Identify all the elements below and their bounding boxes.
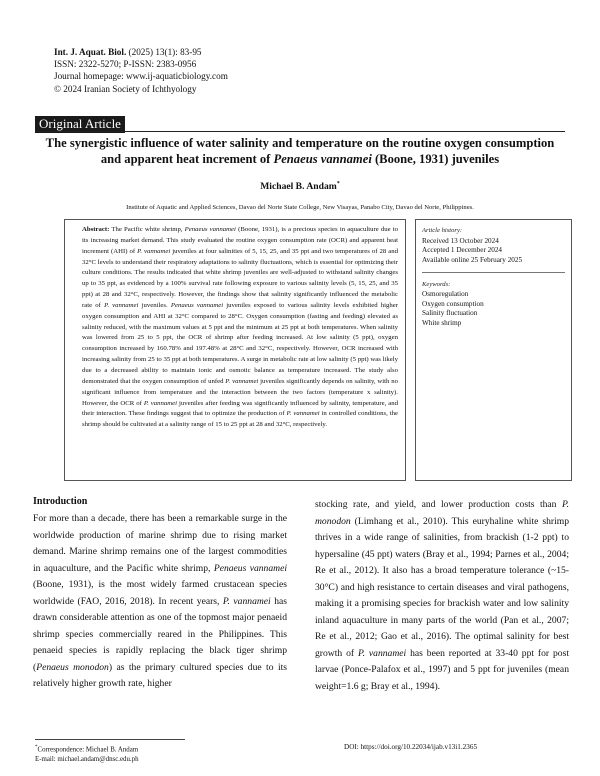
abstract-text: The Pacific white shrimp, Penaeus vannamei (Boone, 1931), is a precious species in aquaculture due to its increasing market demand. This study evaluated the routine oxygen consumption rate (OCR) and apparent heat increment (AHI) of P. vannamei juveniles at four salinities of 5, 15, 25, and 35 ppt and two temperatures of 28 and 32°C levels to understand their respiratory adaptations to salinity fluctuations, which is essential for optimizing their culture conditions. The results indicated that white shrimp juveniles are well-adjusted to withstand salinity changes up to 35 ppt, as evidenced by a 100% survival rate following exposure to various salinity levels (5, 15, 25, and 35 ppt) at 28 and 32°C, respectively. However, the findings show that salinity significantly influenced the metabolic rate of P. vannamei juveniles. Penaeus vannamei juveniles exposed to various salinity levels exhibited higher oxygen consumption and AHI at 32°C compared to 28°C. Oxygen consumption (fasting and feeding) elevated as salinity reduced, with the maximum values at 5 ppt and the minimum at 25 ppt at both temperatures. When salinity was lowered from 25 to 5 ppt, the OCR of shrimp after feeding increased. At low salinity (5 ppt), oxygen consumption increased by 160.78% and 197.48% at 28°C and 32°C, respectively. However, OCR increased with increasing salinity from 25 to 35 ppt at both temperatures. A surge in metabolic rate at low salinity (5 ppt) was likely due to a decreased ability to maintain ionic and osmotic balance as temperature increased. The study also demonstrated that the oxygen consumption of unfed P. vannamei juveniles significantly depends on salinity, with no significant influence from temperature and the interaction between the two factors (temperature x salinity). However, the OCR of P. vannamei juveniles after feeding was significantly influenced by salinity, temperature, and their interaction. These findings suggest that to optimize the production of P. vannamei in controlled conditions, the shrimp should be cultivated at a salinity range of 15 to 25 ppt at 28 and 32°C, respectively.	[82, 226, 399, 429]
footnote	[35, 743, 139, 764]
intro-paragraph-right: stocking rate, and yield, and lower production costs than P. monodon (Limhang et al., 2010). This euryhaline white shrimp thrives in a wide range of salinities, from brackish (1-2 ppt) to hypersaline (45 ppt) waters (Bray et al., 1994; Parnes et al., 2004; Re et al., 2012). It also has a broad temperature tolerance (~15-30°C) and high resistance to certain diseases and viral pathogens, making it a promising species for brackish water and low salinity inland aquaculture in many parts of the world (Pan et al., 2007; Re et al., 2012; Gao et al., 2016). The optimal salinity for best growth of P. vannamei has been reported at 33-40 ppt for post larvae (Ponce-Palafox et al., 1997) and 5 ppt for juveniles (mean weight=1.6 g; Bray et al., 1994).	[315, 499, 570, 693]
article-info-box	[415, 219, 572, 481]
abstract-box	[64, 219, 406, 481]
abstract-paragraph: Abstract: The Pacific white shrimp, Penaeus vannamei (Boone, 1931), is a precious species in aquaculture due to its increasing market demand. This study evaluated the routine oxygen consumption rate (OCR) and apparent heat increment (AHI) of P. vannamei juveniles at four salinities of 5, 15, 25, and 35 ppt and two temperatures of 28 and 32°C levels to understand their respiratory adaptations to salinity fluctuations, which is essential for optimizing their culture conditions. The results indicated that white shrimp juveniles are well-adjusted to withstand salinity changes up to 35 ppt, as evidenced by a 100% survival rate following exposure to various salinity levels (5, 15, 25, and 35 ppt) at 28 and 32°C, respectively. However, the findings show that salinity significantly influenced the metabolic rate of P. vannamei juveniles. Penaeus vannamei juveniles exposed to various salinity levels exhibited higher oxygen consumption and AHI at 32°C compared to 28°C. Oxygen consumption (fasting and feeding) elevated as salinity reduced, with the maximum values at 5 ppt and the minimum at 25 ppt at both temperatures. When salinity was lowered from 25 to 5 ppt, the OCR of shrimp after feeding increased. At low salinity (5 ppt), oxygen consumption increased by 160.78% and 197.48% at 28°C and 32°C, respectively. However, OCR increased with increasing salinity from 25 to 35 ppt at both temperatures. A surge in metabolic rate at low salinity (5 ppt) was likely due to a decreased ability to maintain ionic and osmotic balance as temperature increased. The study also demonstrated that the oxygen consumption of unfed P. vannamei juveniles significantly depends on salinity, with no significant influence from temperature and the interaction between the two factors (temperature x salinity). However, the OCR of P. vannamei juveniles after feeding was significantly influenced by salinity, temperature, and their interaction. These findings suggest that to optimize the production of P. vannamei in controlled conditions, the shrimp should be cultivated at a salinity range of 15 to 25 ppt at 28 and 32°C, respectively.	[82, 226, 399, 429]
journal-homepage[interactable]: Journal homepage: www.ij-aquaticbiology.com	[54, 71, 228, 82]
keyword-item: Oxygen consumption	[422, 299, 484, 308]
journal-issn: ISSN: 2322-5270; P-ISSN: 2383-0956	[54, 59, 197, 70]
keyword-item: White shrimp	[422, 318, 462, 327]
keyword-item: Osmoregulation	[422, 289, 469, 298]
journal-copyright: © 2024 Iranian Society of Ichthyology	[54, 83, 197, 94]
article-history-label: Article history:	[422, 227, 463, 234]
doi-link[interactable]: DOI: https://doi.org/10.22034/ijab.v13i1.2365	[344, 743, 478, 751]
keywords-label: Keywords:	[422, 281, 451, 289]
correspondence-line: *Correspondence: Michael B. Andam	[35, 745, 139, 754]
received-date: Received 13 October 2024	[422, 236, 499, 245]
info-divider	[422, 272, 565, 273]
author-affiliation: Institute of Aquatic and Applied Sciences, Davao del Norte State College, New Visayas, Panabo City, Davao del Norte, Philippines.	[126, 204, 474, 211]
intro-right-column	[315, 497, 569, 696]
author-name: Michael B. Andam*	[260, 181, 340, 193]
intro-left-column	[33, 495, 287, 693]
intro-paragraph-left: For more than a decade, there has been a remarkable surge in the worldwide production of marine shrimp due to rising market demand. Marine shrimp remains one of the largest commodities in aquaculture, and the Pacific white shrimp, Penaeus vannamei (Boone, 1931), is the most widely farmed crustacean species worldwide (FAO, 2016, 2018). In recent years, P. vannamei has drawn considerable attention as one of the topmost major penaeid shrimp species commercially reared in the Philippines. This penaeid species is rapidly replacing the black tiger shrimp (Penaeus monodon) as the primary cultured species due to its relatively higher growth rate, higher	[33, 513, 288, 690]
header-divider	[35, 131, 565, 132]
article-type-badge: Original Article	[35, 116, 125, 133]
footnote-divider	[35, 739, 185, 740]
available-date: Available online 25 February 2025	[422, 255, 523, 264]
article-title: The synergistic influence of water salinity and temperature on the routine oxygen consumption and apparent heat increment of Penaeus vannamei (Boone, 1931) juveniles	[45, 136, 555, 166]
accepted-date: Accepted 1 December 2024	[422, 246, 503, 255]
journal-citation: Int. J. Aquat. Biol. (2025) 13(1): 83-95	[54, 47, 202, 57]
journal-header	[54, 46, 228, 95]
intro-heading: Introduction	[33, 496, 88, 507]
correspondence-email[interactable]: E-mail: michael.andam@dnsc.edu.ph	[35, 755, 139, 763]
keyword-item: Salinity fluctuation	[422, 309, 478, 318]
